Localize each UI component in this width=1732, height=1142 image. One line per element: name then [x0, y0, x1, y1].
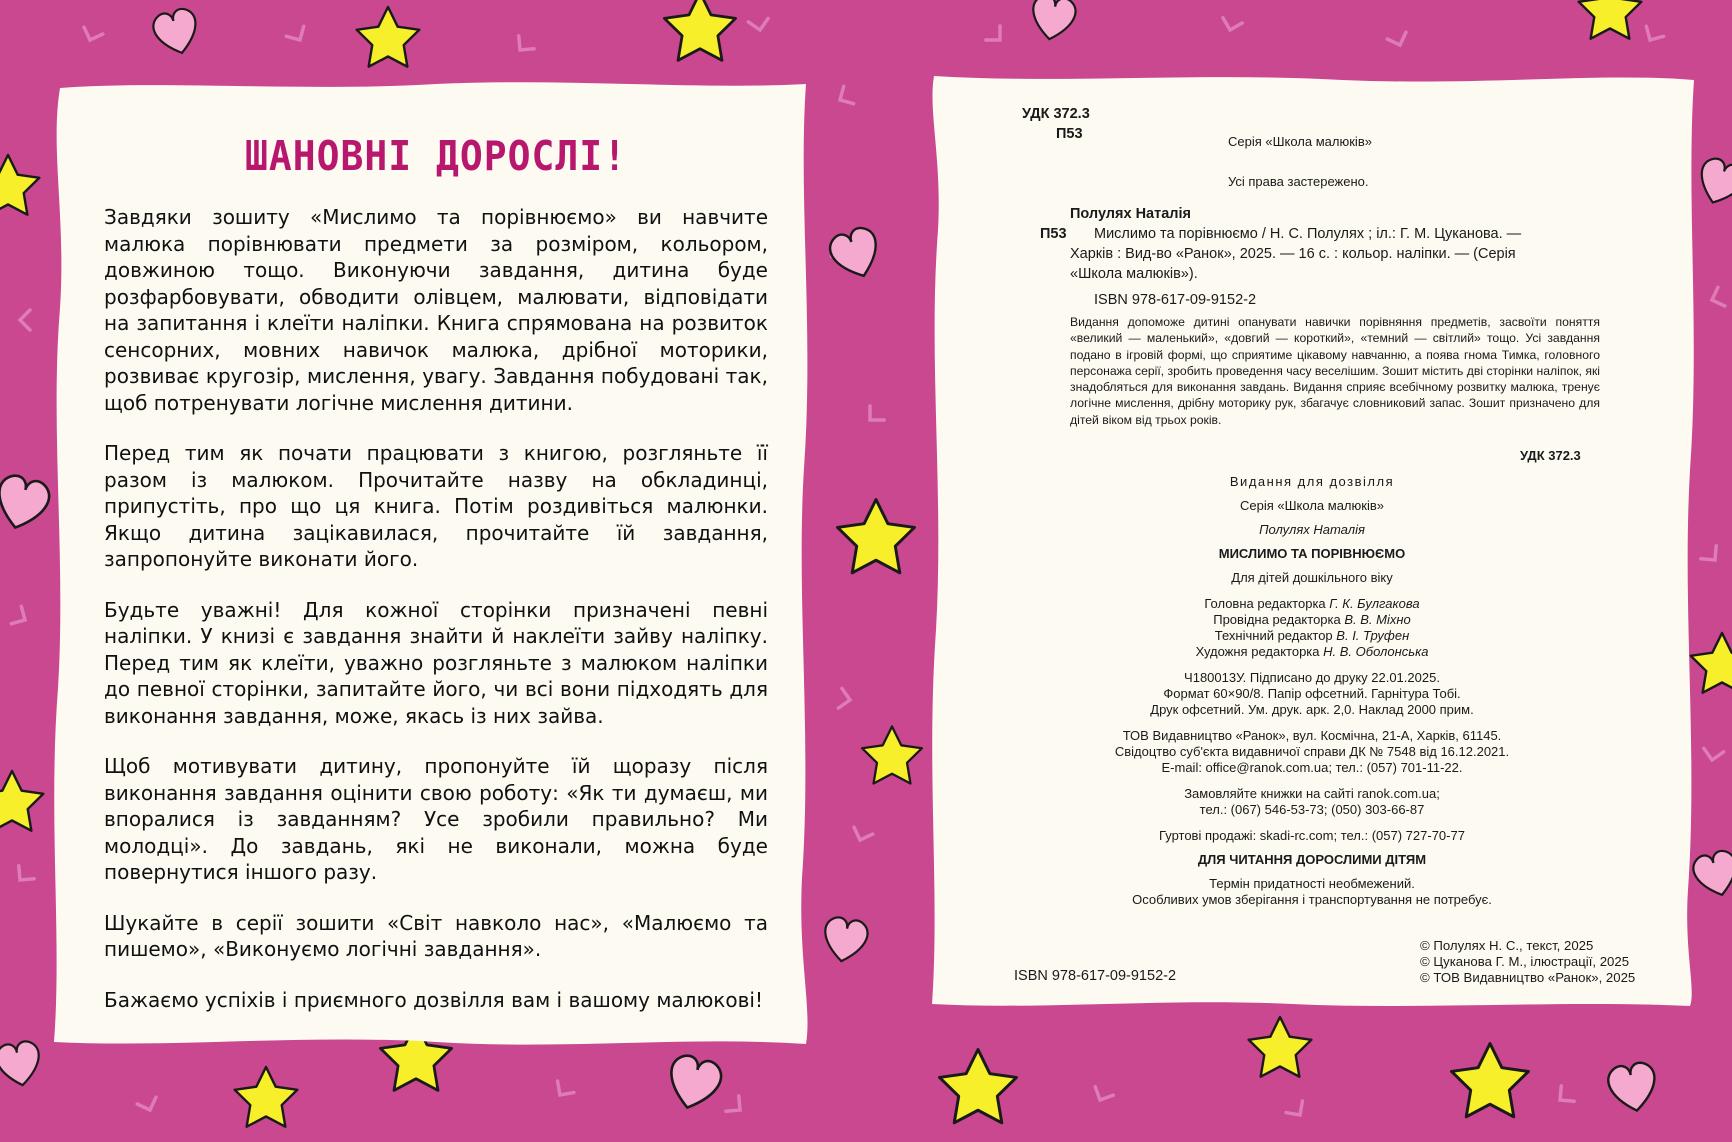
- copyright-1: © Полулях Н. С., текст, 2025: [1420, 938, 1594, 953]
- catalog-code: П53: [1056, 126, 1083, 142]
- series-label: Серія «Школа малюків»: [1228, 134, 1372, 149]
- isbn-line: ISBN 978-617-09-9152-2: [1094, 292, 1257, 308]
- term-line-2: Особливих умов зберігання і транспортування не потребує.: [1132, 892, 1492, 907]
- biblio-line-2: Харків : Вид-во «Ранок», 2025. — 16 с. : кольор. наліпки. — (Серія: [1070, 246, 1516, 262]
- paragraph-2: Перед тим як почати працювати з книгою, розгляньте її разом із малюком. Прочитайте назву на обкладинці, припустіть, про що ця книга. Потім роздивіться малюнки. Якщо дитина зацікавилася, прочитайте їй завдання, запропонуйте виконати його.: [104, 441, 768, 571]
- udk-right: УДК 372.3: [1520, 448, 1581, 463]
- editor-line-1: [922, 596, 1702, 611]
- biblio-line-1: Мислимо та порівнюємо / Н. С. Полулях ; іл.: Г. М. Цуканова. —: [1094, 226, 1522, 242]
- right-page: [922, 70, 1702, 1012]
- print-info-3: Друк офсетний. Ум. друк. арк. 2,0. Наклад 2000 прим.: [1150, 702, 1474, 717]
- author-name-2: Полулях Наталія: [1259, 522, 1365, 537]
- paragraph-4: Щоб мотивувати дитину, пропонуйте їй щоразу після виконання завдання оцінити свою роботу: «Як ти думаєш, ми впоралися із завданням? Усе зробили правильно? Ми молодці». До завдань, які не виконали, можна буде повернутися іншого разу.: [104, 754, 768, 884]
- editor-name: Н. В. Оболонська: [1323, 644, 1429, 659]
- series-label-2: Серія «Школа малюків»: [1240, 498, 1384, 513]
- publisher-line-2: Свідоцтво суб'єкта видавничої справи ДК № 7548 від 16.12.2021.: [1114, 744, 1510, 759]
- copyright-2: © Цуканова Г. М., ілюстрації, 2025: [1420, 954, 1630, 969]
- editor-name: Г. К. Булгакова: [1329, 596, 1420, 611]
- order-line-2: тел.: (067) 546-53-73; (050) 303-66-87: [1199, 802, 1425, 817]
- edition-label: Видання для дозвілля: [1229, 474, 1395, 489]
- term-line-1: Термін придатності необмежений.: [1209, 876, 1415, 891]
- editor-role: Головна редакторка: [1204, 596, 1326, 611]
- editor-name: В. І. Труфен: [1336, 628, 1410, 643]
- editor-line-4: [922, 644, 1702, 659]
- rights-label: Усі права застережено.: [1228, 174, 1369, 189]
- paragraph-1: Завдяки зошиту «Мислимо та порівнюємо» ви навчите малюка порівнювати предмети за розміром, кольором, довжиною тощо. Виконуючи завдання, дитина буде розфарбовувати, обводити олівцем, малювати, відповідати на запитання і клеїти наліпки. Книга спрямована на розвиток сенсорних, мовних навичок малюка, дрібної моторики, розвиває кругозір, мислення, увагу. Завдання побудовані так, щоб потренувати логічне мислення дитини.: [104, 205, 768, 415]
- left-page: [46, 78, 818, 1052]
- editor-role: Провідна редакторка: [1213, 612, 1341, 627]
- right-page-frame: [922, 70, 1702, 1012]
- reading-label: ДЛЯ ЧИТАННЯ ДОРОСЛИМИ ДІТЯМ: [1197, 852, 1427, 867]
- paragraph-5: Шукайте в серії зошити «Світ навколо нас», «Малюємо та пишемо», «Виконуємо логічні завдання».: [104, 910, 768, 961]
- copyright-3: © ТОВ Видавництво «Ранок», 2025: [1420, 970, 1636, 985]
- wholesale-line: Гуртові продажі: skadi-rc.com; тел.: (057) 727-70-77: [1159, 828, 1465, 843]
- publisher-line-1: ТОВ Видавництво «Ранок», вул. Космічна, 21-А, Харків, 61145.: [1122, 728, 1502, 743]
- biblio-line-3: «Школа малюків»).: [1070, 266, 1198, 282]
- editor-role: Художня редакторка: [1195, 644, 1320, 659]
- udk-code: УДК 372.3: [1022, 106, 1090, 122]
- editor-line-3: [922, 628, 1702, 643]
- publisher-line-3: E-mail: office@ranok.com.ua; тел.: (057) 701-11-22.: [1161, 760, 1463, 775]
- page-title: ШАНОВНІ ДОРОСЛІ!: [244, 132, 628, 180]
- editor-role: Технічний редактор: [1214, 628, 1333, 643]
- author-name: Полулях Наталія: [1070, 206, 1191, 222]
- paragraph-3: Будьте уважні! Для кожної сторінки призначені певні наліпки. У книзі є завдання знайти й наклеїти зайву наліпку. Перед тим як клеїти, уважно розгляньте з малюком наліпки до певної сторінки, запитайте його, чи всі вони підходять для виконання завдання, може, якась із них зайва.: [104, 597, 768, 728]
- book-title: МИСЛИМО ТА ПОРІВНЮЄМО: [1218, 546, 1406, 561]
- isbn-bottom: ISBN 978-617-09-9152-2: [1014, 968, 1177, 984]
- order-line-1: Замовляйте книжки на сайті ranok.com.ua;: [1184, 786, 1440, 801]
- biblio-code: П53: [1040, 226, 1067, 242]
- print-info-2: Формат 60×90/8. Папір офсетний. Гарнітура Тобі.: [1163, 686, 1461, 701]
- audience-label: Для дітей дошкільного віку: [1231, 570, 1393, 585]
- editor-name: В. В. Міхно: [1344, 612, 1411, 627]
- paragraph-6: Бажаємо успіхів і приємного дозвілля вам і вашому малюкові!: [104, 987, 763, 1012]
- abstract-text: Видання допоможе дитині опанувати навички порівняння предметів, засвоїти поняття «великий — маленький», «довгий — короткий», «темний — світлий» тощо. Усі завдання подано в ігровій формі, що сприятиме цікавому навчанню, а поява гнома Тимка, головного персонажа серії, зробить проведення часу веселішим. Зошит містить дві сторінки наліпок, які знадобляться для виконання завдань. Видання сприяє всебічному розвитку малюка, тренує логічне мислення, дрібну моторику рук, збагачує словниковий запас. Зошит призначено для дітей віком від трьох років.: [1070, 315, 1600, 427]
- print-info-1: Ч180013У. Підписано до друку 22.01.2025.: [1184, 670, 1440, 685]
- editor-line-2: [922, 612, 1702, 627]
